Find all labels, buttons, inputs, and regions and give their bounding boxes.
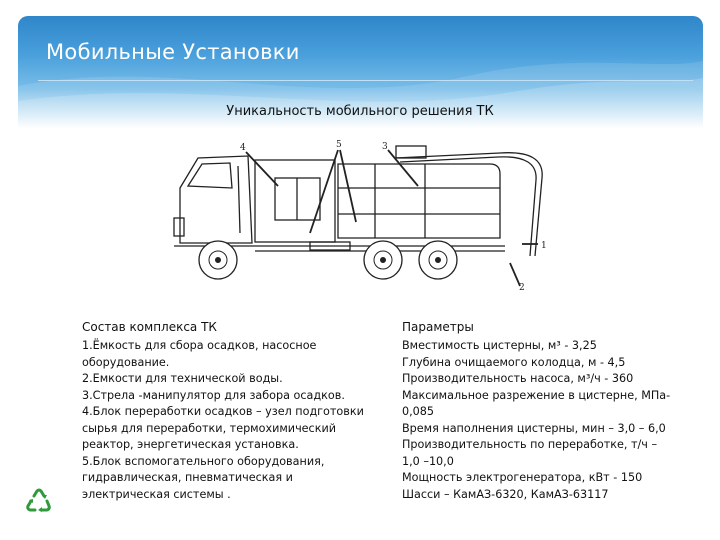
right-column-list [402, 338, 670, 503]
callout-1: 1 [541, 241, 547, 251]
title-underline [38, 80, 693, 81]
truck-diagram [160, 138, 555, 298]
left-column-list [82, 338, 364, 503]
right-column-line: Мощность электрогенератора, кВт - 150 [402, 471, 643, 484]
left-column-line: 5.Блок вспомогательного оборудования, [82, 454, 325, 468]
callout-5: 5 [336, 140, 342, 150]
right-column-line: Вместимость цистерны, м³ - 3,25 [402, 339, 597, 352]
right-column-line: Время наполнения цистерны, мин – 3,0 – 6,0 [402, 421, 666, 435]
callout-4: 4 [240, 143, 246, 153]
callout-2: 2 [519, 283, 525, 293]
right-column-heading: Параметры [402, 320, 474, 334]
callout-3: 3 [382, 142, 388, 152]
left-column-line: оборудование. [82, 355, 170, 369]
left-column-heading: Состав комплекса ТК [82, 320, 217, 334]
left-column-line: электрическая системы . [82, 487, 231, 501]
left-column-line: 1.Ёмкость для сбора осадков, насосное [82, 339, 317, 352]
slide-subtitle: Уникальность мобильного решения ТК [226, 104, 494, 119]
right-column-line: Производительность насоса, м³/ч - 360 [402, 372, 634, 385]
left-column-line: реактор, энергетическая установка. [82, 438, 299, 451]
left-column-line: 3.Стрела -манипулятор для забора осадков. [82, 388, 345, 402]
right-column-line: Максимальное разрежение в цистерне, МПа- [402, 388, 671, 402]
slide-title: Мобильные Установки [46, 40, 300, 64]
right-column-line: Шасси – КамАЗ-6320, КамАЗ-63117 [402, 487, 609, 501]
left-column-line: гидравлическая, пневматическая и [82, 471, 293, 484]
left-column-line: сырья для переработки, термохимический [82, 421, 337, 435]
left-column-line: 2.Емкости для технической воды. [82, 372, 283, 385]
right-column-line: Глубина очищаемого колодца, м - 4,5 [402, 355, 626, 369]
recycle-icon [26, 488, 52, 514]
right-column-line: 0,085 [402, 405, 435, 418]
left-column-line: 4.Блок переработки осадков – узел подготовки [82, 405, 364, 418]
right-column-line: Производительность по переработке, т/ч – [402, 438, 658, 451]
right-column-line: 1,0 –10,0 [402, 454, 454, 468]
